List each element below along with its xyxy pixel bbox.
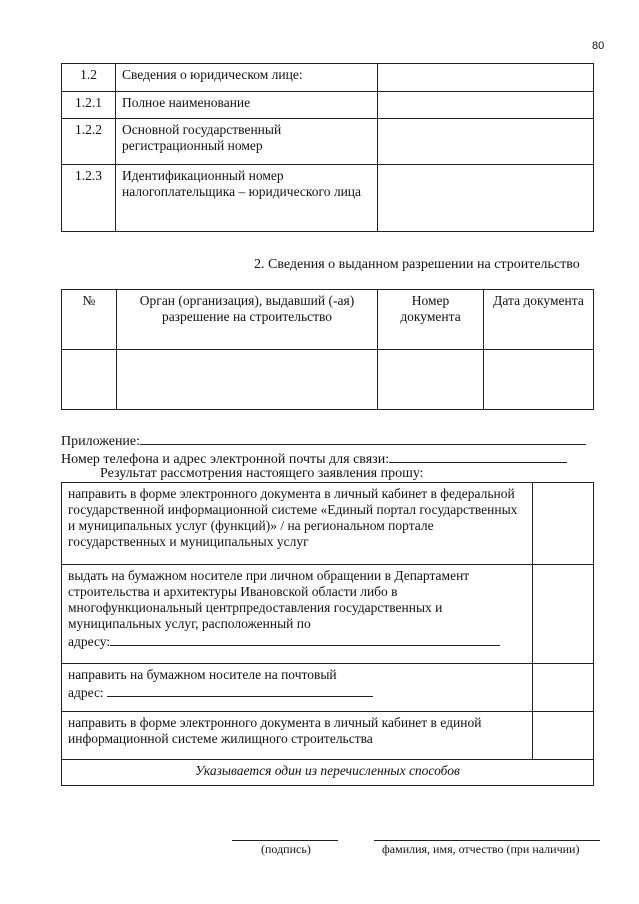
- option-row: [62, 664, 594, 712]
- page-number: 80: [592, 40, 605, 52]
- row-number: 1.2: [62, 64, 116, 92]
- option-text-main: направить на бумажном носителе на почтовый: [68, 667, 337, 682]
- result-options-table: [61, 482, 594, 786]
- option-checkbox[interactable]: [533, 565, 594, 664]
- option-text: направить в форме электронного документа в личный кабинет в единой информационной системе жилищного строительства: [62, 712, 533, 760]
- option-text: [62, 664, 533, 712]
- permit-table: [61, 289, 594, 410]
- table-row: [62, 165, 594, 232]
- table-row: [62, 92, 594, 119]
- method-note: Указывается один из перечисленных способов: [62, 760, 594, 786]
- signature-caption: (подпись): [261, 842, 311, 856]
- cell-authority[interactable]: [117, 350, 378, 410]
- cell-number[interactable]: [62, 350, 117, 410]
- row-label: Идентификационный номер налогоплательщика – юридического лица: [116, 165, 378, 232]
- result-label: Результат рассмотрения настоящего заявления прошу:: [100, 466, 424, 481]
- row-value-cell[interactable]: [378, 92, 594, 119]
- option-row: [62, 565, 594, 664]
- row-number: 1.2.2: [62, 119, 116, 165]
- row-value-cell[interactable]: [378, 119, 594, 165]
- attachment-label: Приложение:: [61, 434, 141, 449]
- legal-entity-table: [61, 63, 594, 232]
- option-address-label: адрес:: [68, 685, 104, 700]
- row-label: Сведения о юридическом лице:: [116, 64, 378, 92]
- attachment-line: [61, 431, 586, 450]
- row-label: Основной государственный регистрационный номер: [116, 119, 378, 165]
- section-2-heading: 2. Сведения о выданном разрешении на строительство: [254, 257, 580, 272]
- option-address-label: адресу:: [68, 634, 111, 649]
- row-label: Полное наименование: [116, 92, 378, 119]
- row-number: 1.2.1: [62, 92, 116, 119]
- col-header-doc-number: Номер документа: [378, 290, 484, 350]
- note-row: [62, 760, 594, 786]
- name-caption: фамилия, имя, отчество (при наличии): [382, 842, 580, 856]
- cell-doc-date[interactable]: [484, 350, 594, 410]
- contact-label: Номер телефона и адрес электронной почты для связи:: [61, 452, 390, 467]
- option-text-main: выдать на бумажном носителе при личном обращении в Департамент строительства и архитектуры Ивановской области либо в многофункциональный центрпредоставления государственных и муниципальных услуг, расположенный по: [68, 568, 470, 631]
- contact-field[interactable]: [389, 449, 567, 463]
- address-field[interactable]: [110, 632, 500, 646]
- row-number: 1.2.3: [62, 165, 116, 232]
- col-header-number: №: [62, 290, 117, 350]
- table-row: [62, 64, 594, 92]
- option-row: [62, 712, 594, 760]
- option-text: направить в форме электронного документа в личный кабинет в федеральной государственной информационной системе «Единый портал государственных и муниципальных услуг (функций)» / на региональном портале государственных и муниципальных услуг: [62, 483, 533, 565]
- option-checkbox[interactable]: [533, 483, 594, 565]
- option-row: [62, 483, 594, 565]
- row-value-cell[interactable]: [378, 165, 594, 232]
- row-value-cell[interactable]: [378, 64, 594, 92]
- table-row: [62, 350, 594, 410]
- option-checkbox[interactable]: [533, 664, 594, 712]
- table-header-row: [62, 290, 594, 350]
- option-checkbox[interactable]: [533, 712, 594, 760]
- name-line[interactable]: [374, 840, 600, 841]
- col-header-authority: Орган (организация), выдавший (-ая) разрешение на строительство: [117, 290, 378, 350]
- attachment-field[interactable]: [140, 431, 586, 445]
- cell-doc-number[interactable]: [378, 350, 484, 410]
- signature-line[interactable]: [232, 840, 338, 841]
- option-text: [62, 565, 533, 664]
- table-row: [62, 119, 594, 165]
- postal-address-field[interactable]: [107, 683, 373, 697]
- col-header-doc-date: Дата документа: [484, 290, 594, 350]
